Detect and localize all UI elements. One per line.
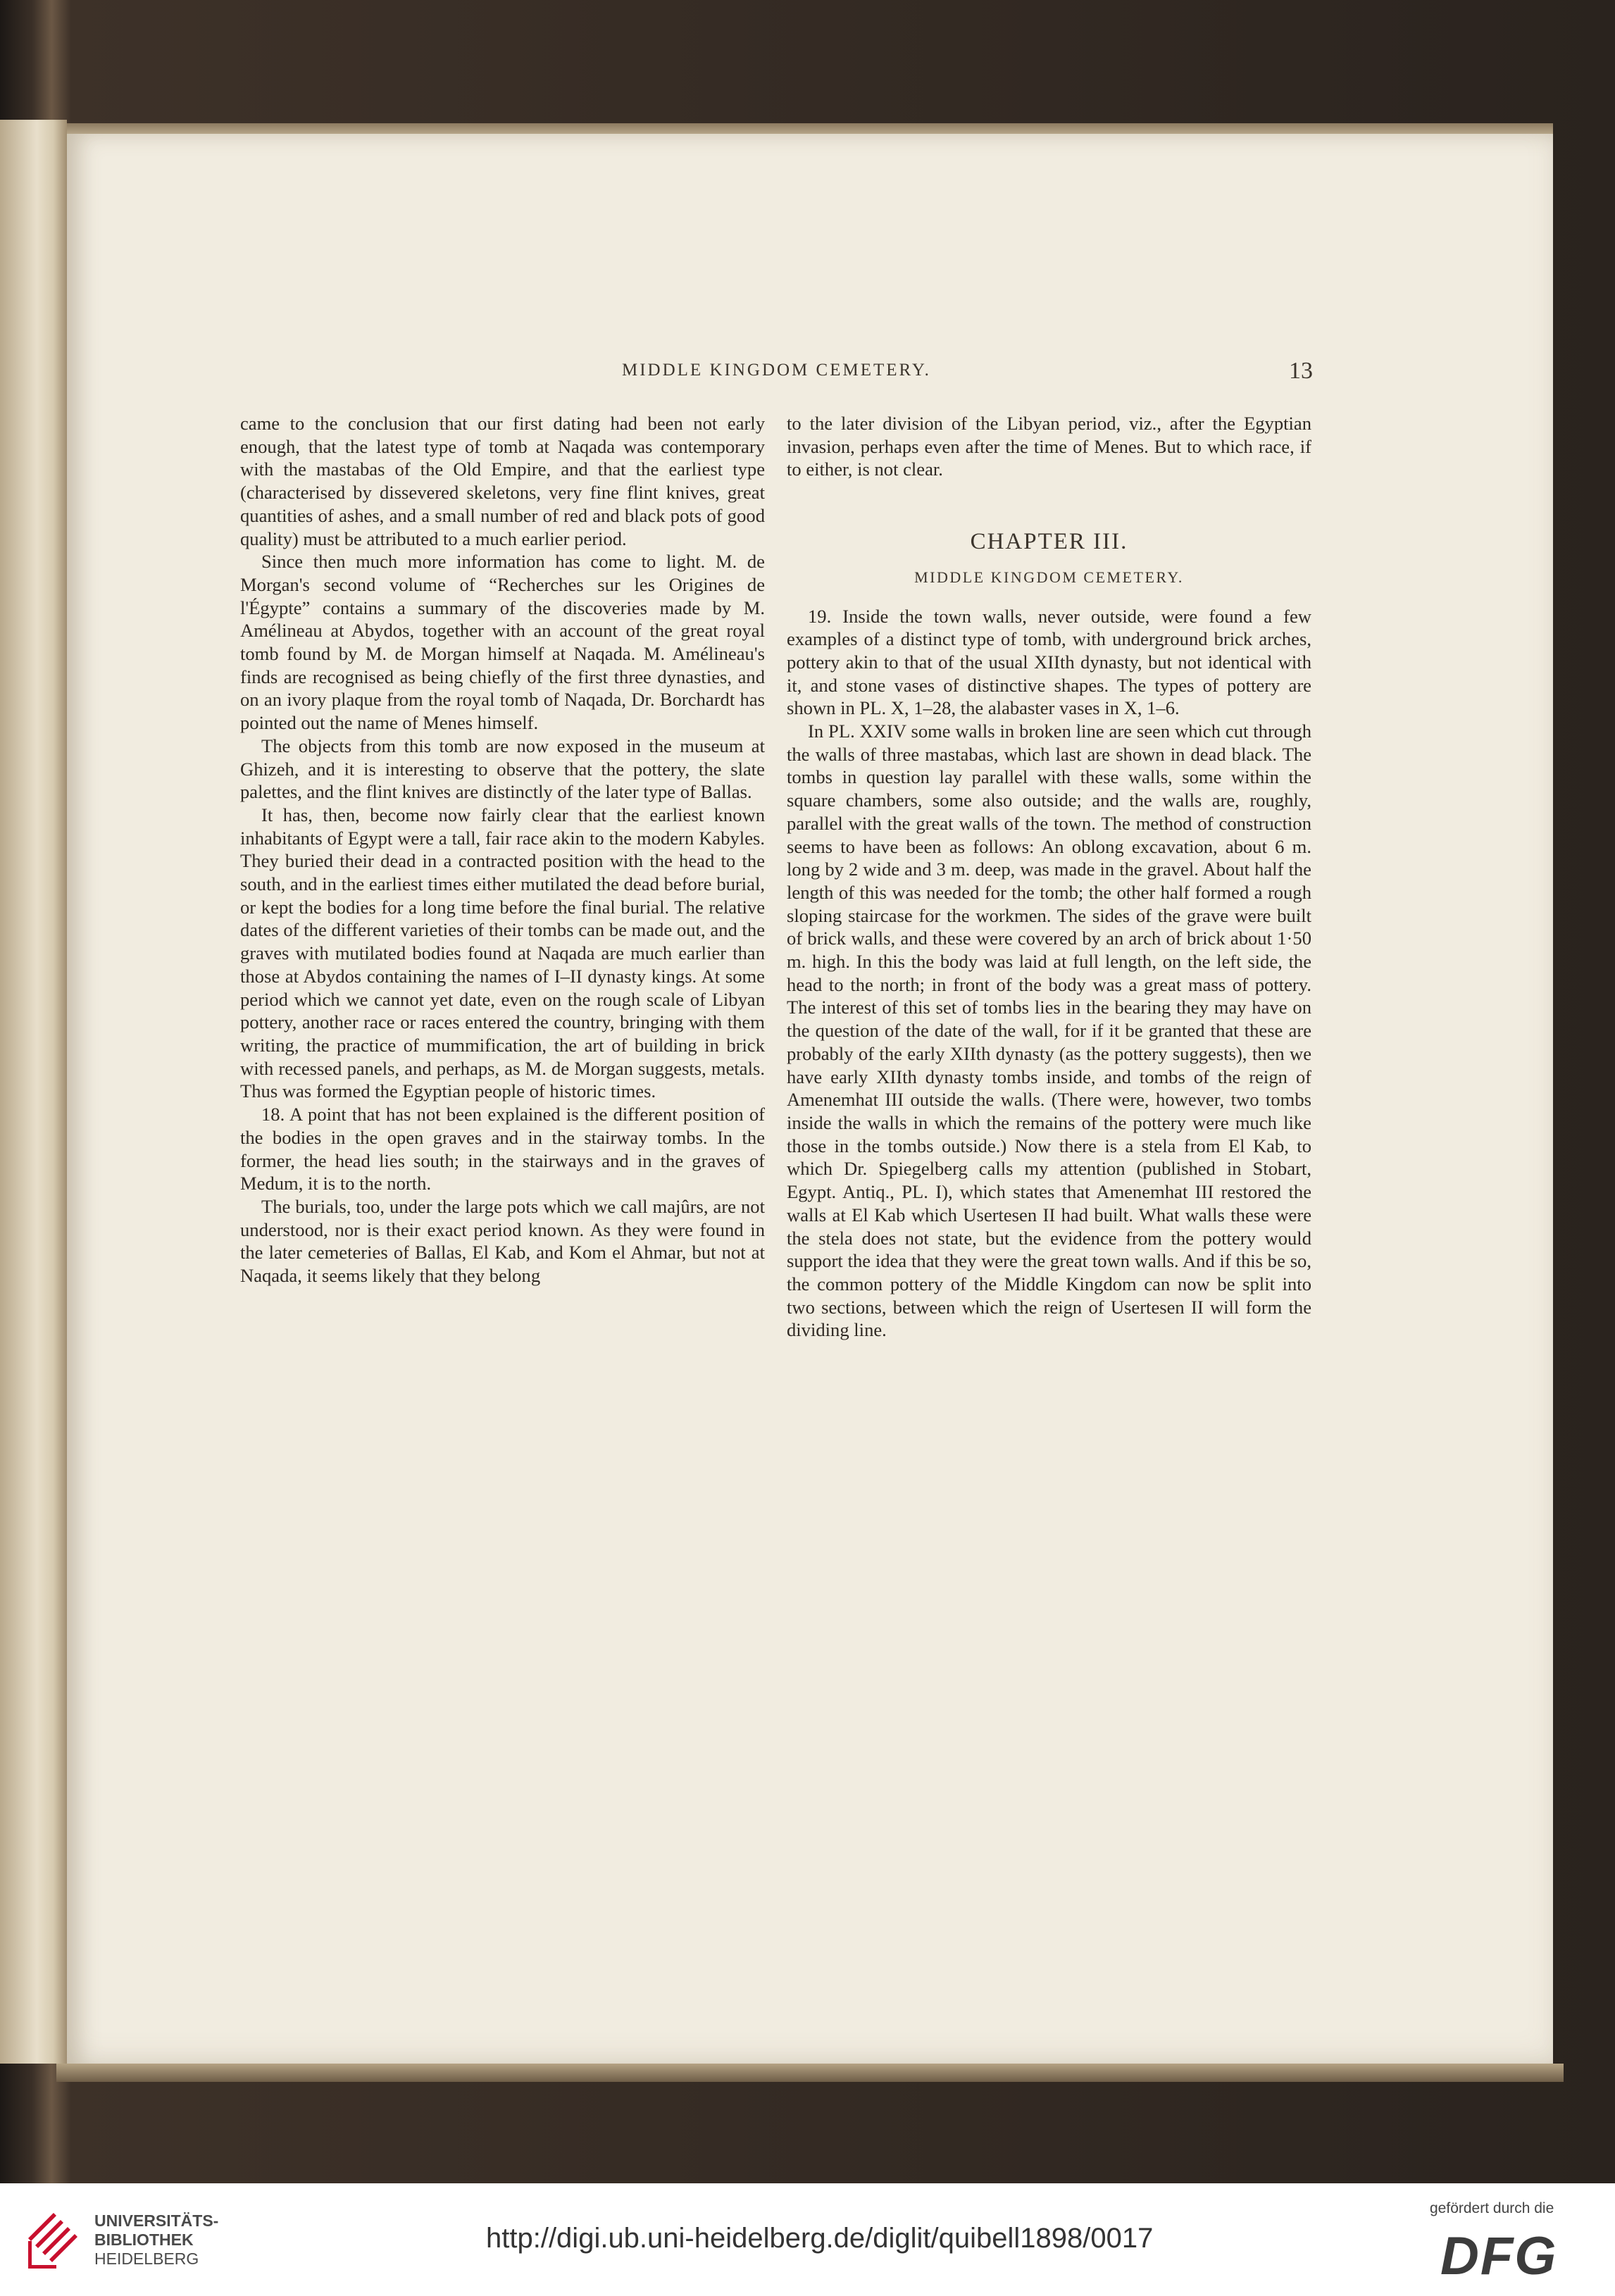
left-page-edge — [0, 120, 67, 2064]
university-library-name — [94, 2211, 218, 2269]
funder-caption: gefördert durch die — [1430, 2200, 1554, 2216]
running-header — [0, 358, 1615, 389]
paragraph: to the later division of the Libyan period, viz., after the Egyptian invasion, perhaps even after the time of Menes. But to which race, if to either, is not clear. — [787, 413, 1311, 480]
paragraph: 18. A point that has not been explained is the different position of the bodies in the open graves and in the stairway tombs. In the former, the head lies south; in the stairways and in the graves of Medum, it is to the north. — [240, 1104, 765, 1194]
dfg-logo: DFG — [1440, 2226, 1558, 2286]
chapter-subtitle: MIDDLE KINGDOM CEMETERY. — [914, 568, 1184, 586]
paragraph: The burials, too, under the large pots which we call majûrs, are not understood, nor is their exact period known. As they were found in the later cemeteries of Ballas, El Kab, and Kom el Ahmar, but not at Naqada, it seems likely that they belong — [240, 1195, 765, 1287]
permalink-url[interactable]: http://digi.ub.uni-heidelberg.de/diglit/quibell1898/0017 — [486, 2223, 1154, 2254]
library-name-line: HEIDELBERG — [94, 2250, 199, 2268]
page-number: 13 — [1289, 358, 1313, 384]
paragraph: The objects from this tomb are now exposed in the museum at Ghizeh, and it is interesting to observe that the pottery, the slate palettes, and the flint knives are distinctly of the later type of Ballas. — [240, 735, 765, 803]
library-name-line: UNIVERSITÄTS- — [94, 2211, 219, 2230]
chapter-title: CHAPTER III. — [970, 529, 1128, 555]
paragraph: 19. Inside the town walls, never outside, were found a few examples of a distinct type of tomb, with underground brick arches, pottery akin to that of the usual XIIth dynasty, but not identical with it, and stone vases of distinctive shapes. The types of pottery are shown in PL. X, 1–28, the alabaster vases in X, 1–6. — [787, 605, 1311, 719]
left-text-column — [240, 412, 765, 1287]
page-bottom-edge — [56, 2064, 1564, 2082]
right-text-column — [787, 412, 1311, 1342]
paragraph: It has, then, become now fairly clear that the earliest known inhabitants of Egypt were a tall, fair race akin to the modern Kabyles. They buried their dead in a contracted position with the head to the south, and in the earliest times either mutilated the dead before burial, or kept the bodies for a long time before the final burial. The relative dates of the different varieties of their tombs can be made out, and the graves with mutilated bodies found at Naqada are much earlier than those at Abydos containing the names of I–II dynasty kings. At some period which we cannot yet date, even on the rough scale of Libyan pottery, another race or races entered the country, bringing with them writing, the practice of mummification, the art of building in brick with recessed panels, and perhaps, as M. de Morgan suggests, metals. Thus was formed the Egyptian people of historic times. — [240, 804, 765, 1102]
library-name-line: BIBLIOTHEK — [94, 2231, 194, 2249]
paragraph: came to the conclusion that our first dating had been not early enough, that the latest type of tomb at Naqada was contemporary with the mastabas of the Old Empire, and that the earliest type (characterised by dissevered skeletons, very fine flint knives, great quantities of ashes, and a small number of red and black pots of good quality) must be attributed to a much earlier period. — [240, 413, 765, 549]
university-library-logo-icon — [25, 2210, 83, 2271]
paragraph: Since then much more information has come to light. M. de Morgan's second volume of “Recherches sur les Origines de l'Égypte” contains a summary of the discoveries made by M. Amélineau at Abydos, together with an account of the great royal tomb found by M. de Morgan himself at Naqada. M. Amélineau's finds are recognised as being chiefly of the first three dynasties, and on an ivory plaque from the royal tomb of Naqada, Dr. Borchardt has pointed out the name of Menes himself. — [240, 551, 765, 734]
running-title: MIDDLE KINGDOM CEMETERY. — [622, 361, 931, 380]
paragraph: In PL. XXIV some walls in broken line are seen which cut through the walls of three mastabas, which last are shown in dead black. The tombs in question lay parallel with these walls, some within the square chambers, some also outside; and the walls are, roughly, parallel with the great walls of the town. The method of construction seems to have been as follows: An oblong excavation, about 6 m. long by 2 wide and 3 m. deep, was made in the gravel. About half the length of this was needed for the tomb; the other half formed a rough sloping staircase for the workmen. The sides of the grave were built of brick walls, and these were covered by an arch of brick about 1·50 m. high. In this the body was laid at full length, on the left side, the head to the north; in front of the body was a great mass of pottery. The interest of this set of tombs lies in the bearing they may have on the question of the date of the wall, for if it be granted that these are probably of the early XIIth dynasty (as the pottery suggests), then we have early XIIth dynasty tombs inside, and tombs of the reign of Amenemhat III outside the walls. (There were, however, two tombs inside the walls in which the remains of the pottery were much like those in the tombs outside.) Now there is a stela from El Kab, to which Dr. Spiegelberg calls my attention (published in Stobart, Egypt. Antiq., PL. I), which states that Amenemhat III restored the walls at El Kab which Usertesen II had built. What walls these were the stela does not state, but the evidence from the pottery would support the idea that they were the great town walls. And if this be so, the common pottery of the Middle Kingdom can now be split into two sections, between which the reign of Usertesen II will form the dividing line. — [787, 720, 1311, 1341]
digitization-footer — [0, 2183, 1615, 2296]
